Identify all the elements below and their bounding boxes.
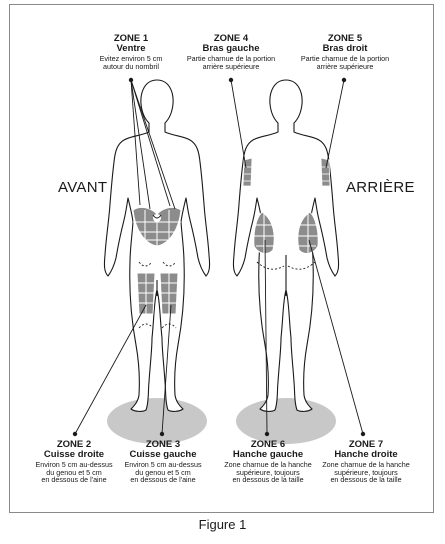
zone2-name: Cuisse droite xyxy=(43,448,105,460)
zone1-name: Ventre xyxy=(116,42,146,54)
zone6-title: ZONE 6 xyxy=(250,439,286,450)
zone3-left-thigh-shading xyxy=(160,273,178,314)
zone1-title: ZONE 1 xyxy=(113,33,149,44)
zone1-description: Evitez environ 5 cm autour du nombril xyxy=(99,53,163,71)
zone2-description: Environ 5 cm au-dessus du genou et 5 cm en dessous de l'aine xyxy=(35,459,113,485)
zone6-description: Zone charnue de la hanche supérieure, toujours en dessous de la taille xyxy=(224,459,312,485)
figure-caption: Figure 1 xyxy=(198,517,247,532)
zone2-right-thigh-shading xyxy=(137,273,155,314)
zone7-title: ZONE 7 xyxy=(348,439,384,450)
back-view-label: ARRIÈRE xyxy=(346,179,415,196)
zone3-name: Cuisse gauche xyxy=(129,448,197,460)
zone4-left-arm-shading xyxy=(243,158,252,186)
zone4-label xyxy=(172,34,290,70)
zone5-title: ZONE 5 xyxy=(327,33,363,44)
zone3-description: Environ 5 cm au-dessus du genou et 5 cm en dessous de l'aine xyxy=(124,459,202,485)
zone3-label xyxy=(115,440,211,484)
zone5-label xyxy=(286,34,404,70)
leader-lines xyxy=(75,80,363,434)
zone5-name: Bras droit xyxy=(322,42,368,54)
zone4-name: Bras gauche xyxy=(202,42,260,54)
zone1-label xyxy=(88,34,174,70)
zone7-label xyxy=(316,440,416,484)
back-body-outline xyxy=(233,80,338,411)
zone2-label xyxy=(26,440,122,484)
zone4-title: ZONE 4 xyxy=(213,33,249,44)
zone3-title: ZONE 3 xyxy=(145,439,181,450)
zone6-name: Hanche gauche xyxy=(232,448,304,460)
zone2-title: ZONE 2 xyxy=(56,439,92,450)
zone5-description: Partie charnue de la portion arrière supérieure xyxy=(300,53,390,71)
front-view-label: AVANT xyxy=(58,179,108,196)
zone6-label xyxy=(218,440,318,484)
zone5-right-arm-shading xyxy=(321,158,330,186)
front-floor-shadow xyxy=(107,398,207,444)
zone7-description: Zone charnue de la hanche supérieure, toujours en dessous de la taille xyxy=(322,459,410,485)
zone7-name: Hanche droite xyxy=(334,448,398,460)
back-floor-shadow xyxy=(236,398,336,444)
zone4-description: Partie charnue de la portion arrière supérieure xyxy=(186,53,276,71)
